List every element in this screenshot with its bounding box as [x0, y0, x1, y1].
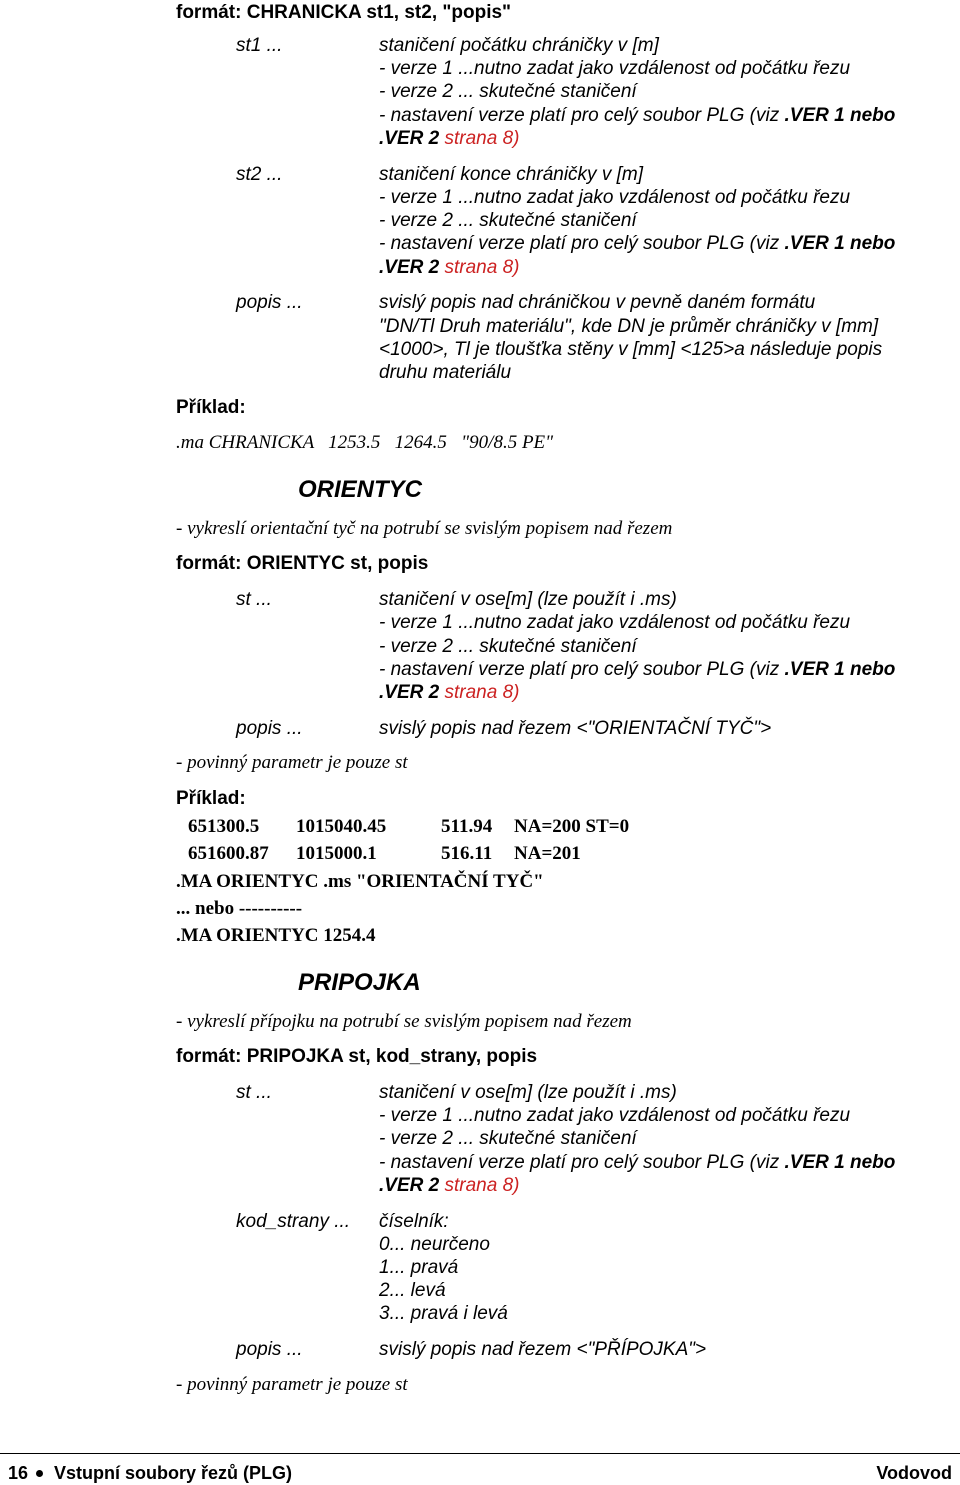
format-orientyc: formát: ORIENTYC st, popis: [176, 553, 429, 574]
param-popis-name: popis ...: [236, 1339, 303, 1360]
format-pripojka: formát: PRIPOJKA st, kod_strany, popis: [176, 1046, 538, 1067]
param-popis-name: popis ...: [236, 292, 303, 313]
param-st1-line: [379, 128, 519, 150]
param-popis-line: svislý popis nad chráničkou v pevně daném formátu: [379, 292, 816, 313]
param-st-name: st ...: [236, 1082, 272, 1103]
example-label: Příklad:: [176, 397, 246, 418]
bullet-icon: [36, 1470, 43, 1477]
param-st1-line: - verze 1 ...nutno zadat jako vzdálenost od počátku řezu: [379, 58, 851, 79]
param-st-line: - verze 2 ... skutečné staničení: [379, 1128, 637, 1149]
example-or: ... nebo ----------: [176, 898, 303, 919]
example-command: .MA ORIENTYC .ms "ORIENTAČNÍ TYČ": [176, 871, 544, 892]
page-ref: strana 8): [439, 257, 520, 278]
footer-rule: [0, 1453, 960, 1454]
footer-title: Vstupní soubory řezů (PLG): [54, 1463, 293, 1483]
param-st2-line: [379, 257, 519, 279]
param-st-line: staničení v ose[m] (lze použít i .ms): [379, 589, 677, 610]
param-st1-name: st1 ...: [236, 35, 283, 56]
param-st-line: [379, 1175, 519, 1197]
param-popis-text: svislý popis nad řezem <"PŘÍPOJKA">: [379, 1339, 707, 1360]
example-row-attr: NA=201: [514, 843, 581, 864]
section-title-pripojka: PRIPOJKA: [298, 969, 421, 996]
param-st-line: - verze 1 ...nutno zadat jako vzdálenost od počátku řezu: [379, 612, 851, 633]
ver1-link: .VER 1 nebo: [784, 1152, 896, 1173]
section-desc: - vykreslí přípojku na potrubí se svislým popisem nad řezem: [176, 1011, 632, 1032]
example-row-attr: NA=200 ST=0: [514, 816, 630, 837]
param-st1-line: - nastavení verze platí pro celý soubor PLG (viz .VER 1 nebo: [379, 105, 896, 126]
param-kod-line: 3... pravá i levá: [379, 1303, 508, 1324]
param-kod-line: 0... neurčeno: [379, 1234, 490, 1255]
param-popis-line: <1000>, Tl je tloušťka stěny v [mm] <125>a následuje popis: [379, 339, 883, 360]
page-ref: strana 8): [439, 1175, 520, 1196]
param-st-line: [379, 682, 519, 704]
param-st2-line: - verze 1 ...nutno zadat jako vzdálenost od počátku řezu: [379, 187, 851, 208]
page-ref: strana 8): [439, 682, 520, 703]
param-popis-line: druhu materiálu: [379, 362, 512, 383]
param-popis-line: "DN/Tl Druh materiálu", kde DN je průměr chráničky v [mm]: [379, 316, 879, 337]
required-note: - povinný parametr je pouze st: [176, 752, 408, 773]
param-st-name: st ...: [236, 589, 272, 610]
example-row-y: 1015040.45: [296, 816, 387, 837]
example-command: .MA ORIENTYC 1254.4: [176, 925, 376, 946]
param-kod-line: 1... pravá: [379, 1257, 459, 1278]
param-kod-name: kod_strany ...: [236, 1211, 351, 1232]
example-row-x: 651600.87: [188, 843, 269, 864]
ver1-link: .VER 1 nebo: [784, 233, 896, 254]
ver1-link: .VER 1 nebo: [784, 659, 896, 680]
example-label: Příklad:: [176, 788, 246, 809]
param-st2-line: - nastavení verze platí pro celý soubor PLG (viz .VER 1 nebo: [379, 233, 896, 254]
ver1-link: .VER 1 nebo: [784, 105, 896, 126]
param-kod-line: číselník:: [379, 1211, 449, 1232]
page-number: 16: [8, 1463, 29, 1483]
param-st1-line: staničení počátku chráničky v [m]: [379, 35, 659, 56]
format-chranicka: formát: CHRANICKA st1, st2, "popis": [176, 2, 512, 23]
param-st-line: staničení v ose[m] (lze použít i .ms): [379, 1082, 677, 1103]
param-st-line: - verze 1 ...nutno zadat jako vzdálenost od počátku řezu: [379, 1105, 851, 1126]
param-kod-line: 2... levá: [379, 1280, 446, 1301]
ver2-link: .VER 2: [379, 257, 440, 278]
ver2-link: .VER 2: [379, 682, 440, 703]
param-st1-line: - verze 2 ... skutečné staničení: [379, 81, 637, 102]
param-popis-name: popis ...: [236, 718, 303, 739]
example-code: .ma CHRANICKA 1253.5 1264.5 "90/8.5 PE": [176, 432, 554, 453]
required-note: - povinný parametr je pouze st: [176, 1374, 408, 1395]
param-st-line: - nastavení verze platí pro celý soubor PLG (viz .VER 1 nebo: [379, 659, 896, 680]
param-st-line: - verze 2 ... skutečné staničení: [379, 636, 637, 657]
example-row-z: 511.94: [441, 816, 493, 837]
ver2-link: .VER 2: [379, 1175, 440, 1196]
param-popis-text: svislý popis nad řezem <"ORIENTAČNÍ TYČ">: [379, 718, 772, 739]
example-row-z: 516.11: [441, 843, 493, 864]
example-row-y: 1015000.1: [296, 843, 377, 864]
footer-brand: Vodovod: [876, 1463, 952, 1483]
param-st2-line: staničení konce chráničky v [m]: [379, 164, 643, 185]
section-desc: - vykreslí orientační tyč na potrubí se svislým popisem nad řezem: [176, 518, 673, 539]
page-ref: strana 8): [439, 128, 520, 149]
example-row-x: 651300.5: [188, 816, 260, 837]
section-title-orientyc: ORIENTYC: [298, 476, 423, 503]
param-st2-name: st2 ...: [236, 164, 283, 185]
ver2-link: .VER 2: [379, 128, 440, 149]
param-st-line: - nastavení verze platí pro celý soubor PLG (viz .VER 1 nebo: [379, 1152, 896, 1173]
param-st2-line: - verze 2 ... skutečné staničení: [379, 210, 637, 231]
